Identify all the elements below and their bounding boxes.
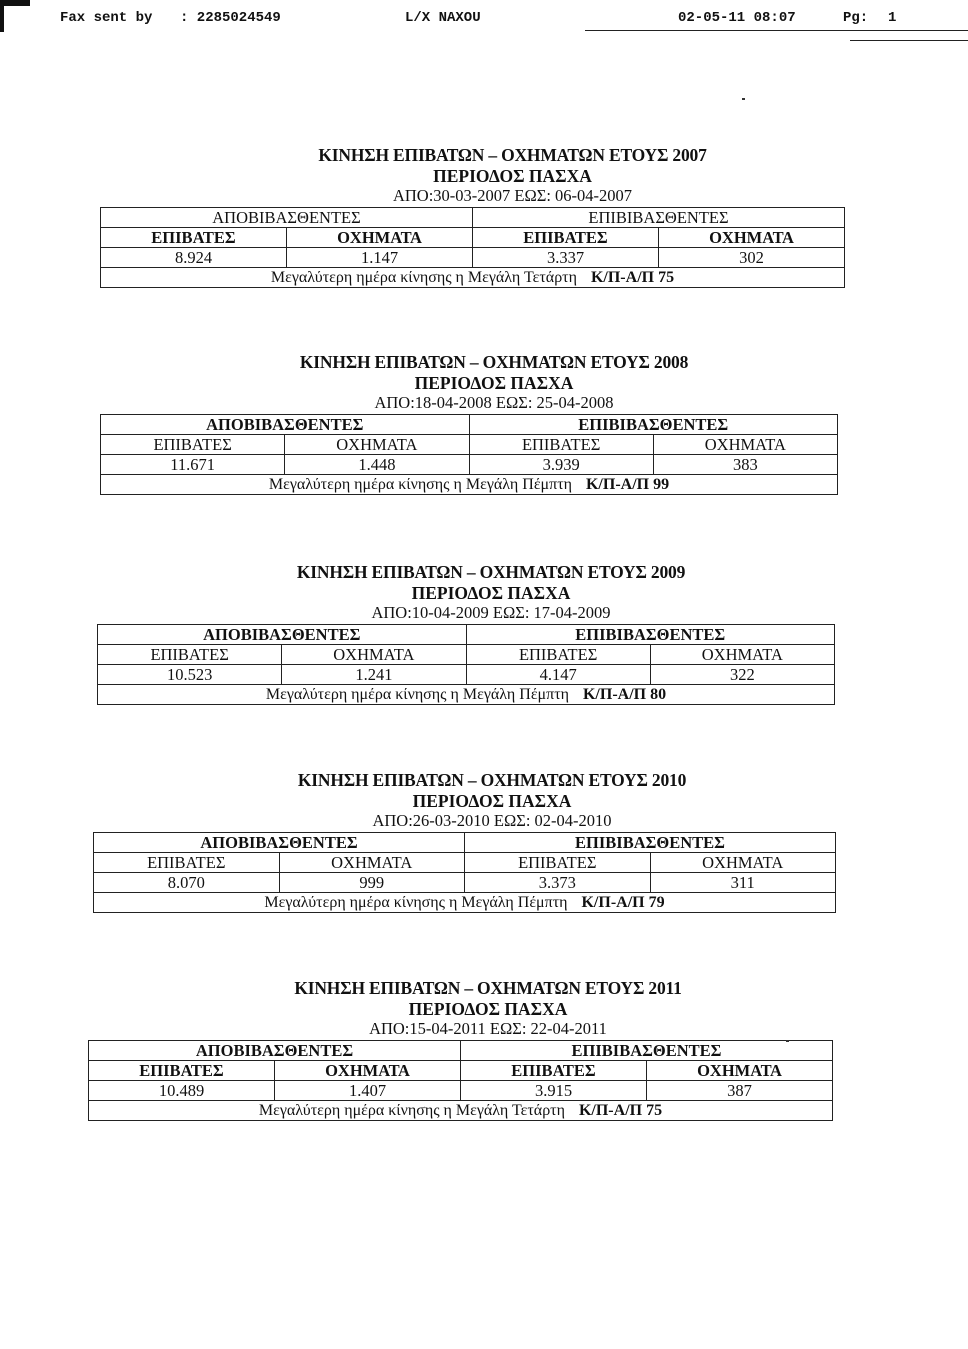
busiest-day-text: Μεγαλύτερη ημέρα κίνησης η Μεγάλη Τετάρτη xyxy=(258,1102,565,1119)
fax-page-label: Pg: xyxy=(843,10,869,26)
block-period: ΠΕΡΙΟΔΟΣ ΠΑΣΧΑ xyxy=(412,791,572,811)
fax-header-rule xyxy=(585,30,968,31)
busiest-day-text: Μεγαλύτερη ημέρα κίνησης η Μεγάλη Πέμπτη xyxy=(265,686,569,703)
fax-sender-label: Fax sent by xyxy=(60,10,153,26)
emb-passengers-header: ΕΠΙΒΑΤΕΣ xyxy=(473,228,659,248)
dis-vehicles-header: ΟΧΗΜΑΤΑ xyxy=(275,1061,461,1081)
fax-page-number: 1 xyxy=(888,10,897,26)
dis-passengers-value: 10.523 xyxy=(98,665,282,685)
block-title: ΚΙΝΗΣΗ ΕΠΙΒΑΤΩΝ – ΟΧΗΜΑΤΩΝ ΕΤΟΥΣ 2011 xyxy=(294,978,682,998)
busiest-day-text: Μεγαλύτερη ημέρα κίνησης η Μεγάλη Πέμπτη xyxy=(264,894,568,911)
scan-speck xyxy=(742,98,745,100)
busiest-day-row xyxy=(89,1101,833,1121)
busiest-day-row xyxy=(98,685,835,705)
disembarked-header: ΑΠΟΒΙΒΑΣΘΕΝΤΕΣ xyxy=(89,1041,461,1061)
block-title: ΚΙΝΗΣΗ ΕΠΙΒΑΤΩΝ – ΟΧΗΜΑΤΩΝ ΕΤΟΥΣ 2010 xyxy=(297,770,687,790)
dis-passengers-header: ΕΠΙΒΑΤΕΣ xyxy=(101,228,287,248)
dis-vehicles-value: 1.241 xyxy=(282,665,466,685)
stats-table xyxy=(88,1040,833,1121)
disembarked-header: ΑΠΟΒΙΒΑΣΘΕΝΤΕΣ xyxy=(98,625,467,645)
dis-passengers-value: 8.070 xyxy=(94,873,280,893)
stats-table xyxy=(93,832,836,913)
block-title: ΚΙΝΗΣΗ ΕΠΙΒΑΤΩΝ – ΟΧΗΜΑΤΩΝ ΕΤΟΥΣ 2009 xyxy=(296,562,686,582)
disembarked-header: ΑΠΟΒΙΒΑΣΘΕΝΤΕΣ xyxy=(94,833,465,853)
fax-sender-number: : 2285024549 xyxy=(180,10,281,26)
stats-block-2009 xyxy=(97,562,835,705)
block-dates: ΑΠΟ:18-04-2008 ΕΩΣ: 25-04-2008 xyxy=(374,393,614,412)
block-period: ΠΕΡΙΟΔΟΣ ΠΑΣΧΑ xyxy=(411,583,571,603)
block-period: ΠΕΡΙΟΔΟΣ ΠΑΣΧΑ xyxy=(433,166,592,186)
dis-vehicles-header: ΟΧΗΜΑΤΑ xyxy=(282,645,466,665)
disembarked-header: ΑΠΟΒΙΒΑΣΘΕΝΤΕΣ xyxy=(101,208,473,228)
port-code: Κ/Π-Α/Π 99 xyxy=(585,476,670,493)
dis-vehicles-header: ΟΧΗΜΑΤΑ xyxy=(285,435,469,455)
dis-passengers-header: ΕΠΙΒΑΤΕΣ xyxy=(101,435,285,455)
emb-passengers-value: 3.373 xyxy=(465,873,651,893)
fax-header-rule-secondary xyxy=(850,40,968,41)
block-dates: ΑΠΟ:10-04-2009 ΕΩΣ: 17-04-2009 xyxy=(371,603,611,622)
dis-passengers-value: 10.489 xyxy=(89,1081,275,1101)
embarked-header: ΕΠΙΒΙΒΑΣΘΕΝΤΕΣ xyxy=(473,208,845,228)
dis-vehicles-value: 1.448 xyxy=(285,455,469,475)
emb-passengers-header: ΕΠΙΒΑΤΕΣ xyxy=(461,1061,647,1081)
block-title: ΚΙΝΗΣΗ ΕΠΙΒΑΤΩΝ – ΟΧΗΜΑΤΩΝ ΕΤΟΥΣ 2007 xyxy=(318,145,707,165)
emb-passengers-header: ΕΠΙΒΑΤΕΣ xyxy=(469,435,653,455)
port-code: Κ/Π-Α/Π 80 xyxy=(582,686,667,703)
dis-vehicles-value: 1.147 xyxy=(287,248,473,268)
busiest-day-text: Μεγαλύτερη ημέρα κίνησης η Μεγάλη Πέμπτη xyxy=(268,476,572,493)
emb-vehicles-header: ΟΧΗΜΑΤΑ xyxy=(653,435,837,455)
embarked-header: ΕΠΙΒΙΒΑΣΘΕΝΤΕΣ xyxy=(461,1041,833,1061)
emb-vehicles-header: ΟΧΗΜΑΤΑ xyxy=(659,228,845,248)
emb-vehicles-value: 322 xyxy=(650,665,834,685)
emb-passengers-header: ΕΠΙΒΑΤΕΣ xyxy=(465,853,651,873)
emb-passengers-value: 4.147 xyxy=(466,665,650,685)
dis-vehicles-header: ΟΧΗΜΑΤΑ xyxy=(279,853,465,873)
stats-table xyxy=(97,624,835,705)
emb-passengers-value: 3.939 xyxy=(469,455,653,475)
fax-datetime: 02-05-11 08:07 xyxy=(678,10,796,26)
block-dates: ΑΠΟ:30-03-2007 ΕΩΣ: 06-04-2007 xyxy=(392,186,633,205)
emb-passengers-value: 3.915 xyxy=(461,1081,647,1101)
emb-vehicles-value: 302 xyxy=(659,248,845,268)
embarked-header: ΕΠΙΒΙΒΑΣΘΕΝΤΕΣ xyxy=(465,833,836,853)
dis-vehicles-value: 1.407 xyxy=(275,1081,461,1101)
dis-passengers-header: ΕΠΙΒΑΤΕΣ xyxy=(94,853,280,873)
scan-speck xyxy=(786,1040,789,1042)
block-title: ΚΙΝΗΣΗ ΕΠΙΒΑΤΩΝ – ΟΧΗΜΑΤΩΝ ΕΤΟΥΣ 2008 xyxy=(299,352,689,372)
emb-passengers-value: 3.337 xyxy=(473,248,659,268)
port-code: Κ/Π-Α/Π 75 xyxy=(578,1102,663,1119)
block-dates: ΑΠΟ:26-03-2010 ΕΩΣ: 02-04-2010 xyxy=(372,811,612,830)
stats-block-2008 xyxy=(100,352,838,495)
emb-vehicles-header: ΟΧΗΜΑΤΑ xyxy=(650,645,834,665)
dis-vehicles-value: 999 xyxy=(279,873,465,893)
stats-table xyxy=(100,414,838,495)
fax-station: L/X NAXOU xyxy=(405,10,481,26)
busiest-day-text: Μεγαλύτερη ημέρα κίνησης η Μεγάλη Τετάρτη xyxy=(270,269,577,286)
busiest-day-row xyxy=(101,475,838,495)
dis-vehicles-header: ΟΧΗΜΑΤΑ xyxy=(287,228,473,248)
port-code: Κ/Π-Α/Π 75 xyxy=(590,269,675,286)
emb-vehicles-value: 383 xyxy=(653,455,837,475)
busiest-day-row xyxy=(101,268,845,288)
port-code: Κ/Π-Α/Π 79 xyxy=(581,894,665,911)
block-dates: ΑΠΟ:15-04-2011 ΕΩΣ: 22-04-2011 xyxy=(369,1019,607,1038)
emb-passengers-header: ΕΠΙΒΑΤΕΣ xyxy=(466,645,650,665)
emb-vehicles-header: ΟΧΗΜΑΤΑ xyxy=(650,853,836,873)
stats-block-2010 xyxy=(93,770,836,913)
emb-vehicles-header: ΟΧΗΜΑΤΑ xyxy=(647,1061,833,1081)
dis-passengers-header: ΕΠΙΒΑΤΕΣ xyxy=(98,645,282,665)
emb-vehicles-value: 311 xyxy=(650,873,836,893)
dis-passengers-header: ΕΠΙΒΑΤΕΣ xyxy=(89,1061,275,1081)
disembarked-header: ΑΠΟΒΙΒΑΣΘΕΝΤΕΣ xyxy=(101,415,470,435)
block-period: ΠΕΡΙΟΔΟΣ ΠΑΣΧΑ xyxy=(414,373,574,393)
embarked-header: ΕΠΙΒΙΒΑΣΘΕΝΤΕΣ xyxy=(466,625,835,645)
dis-passengers-value: 8.924 xyxy=(101,248,287,268)
fax-header xyxy=(0,0,968,40)
stats-block-2011 xyxy=(88,978,833,1121)
stats-table xyxy=(100,207,845,288)
dis-passengers-value: 11.671 xyxy=(101,455,285,475)
embarked-header: ΕΠΙΒΙΒΑΣΘΕΝΤΕΣ xyxy=(469,415,838,435)
emb-vehicles-value: 387 xyxy=(647,1081,833,1101)
block-period: ΠΕΡΙΟΔΟΣ ΠΑΣΧΑ xyxy=(408,999,568,1019)
busiest-day-row xyxy=(94,893,836,913)
stats-block-2007 xyxy=(100,145,845,288)
